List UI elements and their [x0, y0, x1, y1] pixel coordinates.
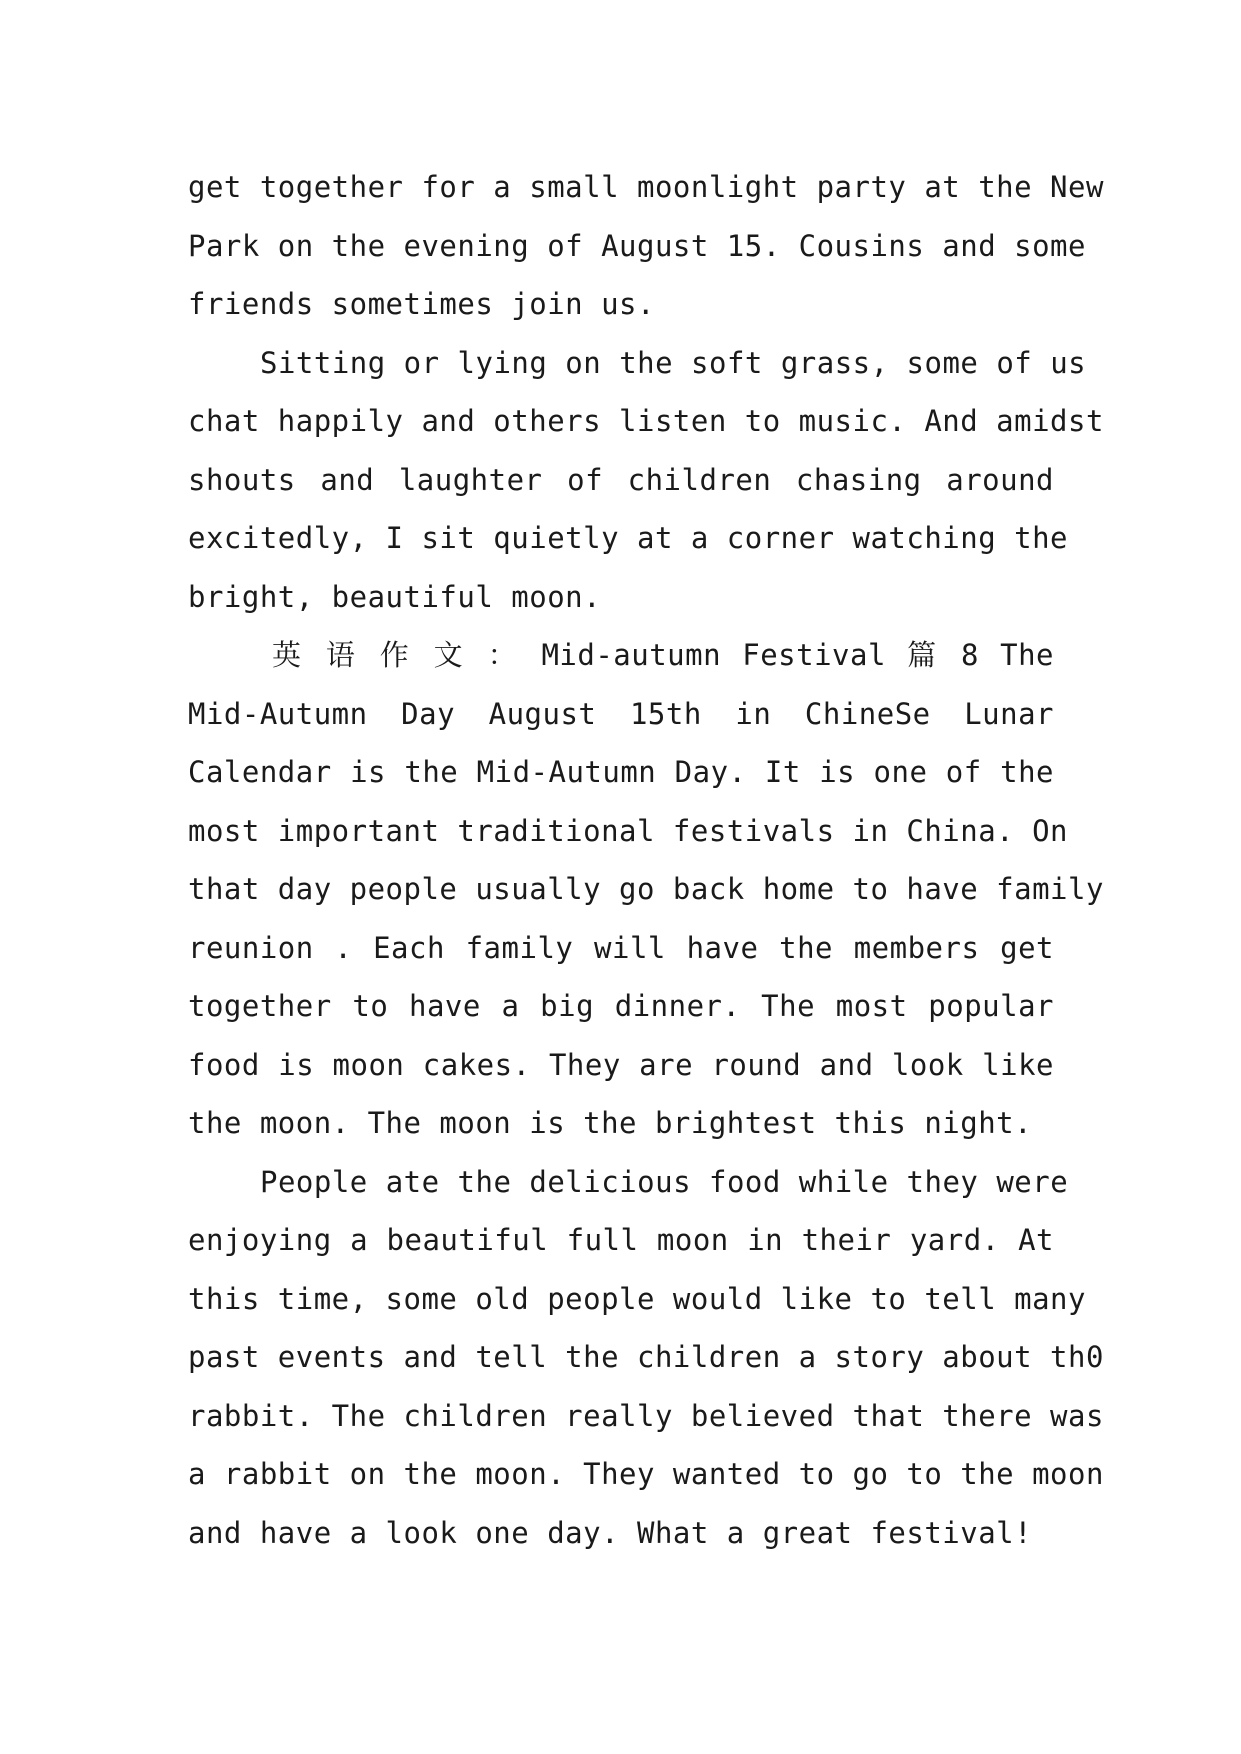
text-line: and have a look one day. What a great festival! [188, 1515, 1033, 1550]
text-line: friends sometimes join us. [188, 287, 655, 321]
text-line: a rabbit on the moon. They wanted to go to the moon [188, 1457, 1104, 1491]
text-line: chat happily and others listen to music. And amidst [188, 404, 1104, 438]
text-line: get together for a small moonlight party at the New [188, 170, 1104, 204]
text-line: together to have a big dinner. The most popular [188, 989, 1054, 1023]
text-line: Calendar is the Mid-Autumn Day. It is one of the [188, 755, 1054, 789]
text-line: rabbit. The children really believed that there was [188, 1398, 1104, 1433]
document-page [188, 158, 1104, 1562]
paragraph-people-ate [188, 1153, 1104, 1563]
essay-heading-line: 英 语 作 文 ： Mid-autumn Festival 篇 8 The [272, 638, 1054, 672]
text-line: this time, some old people would like to tell many [188, 1281, 1086, 1316]
text-line: Park on the evening of August 15. Cousins and some [188, 228, 1086, 263]
text-line: Sitting or lying on the soft grass, some of us [260, 345, 1087, 380]
text-line: shouts and laughter of children chasing around [188, 462, 1054, 497]
text-line: bright, beautiful moon. [188, 579, 602, 614]
text-line: reunion . Each family will have the members get [188, 930, 1054, 965]
text-line: enjoying a beautiful full moon in their yard. At [188, 1223, 1054, 1257]
paragraph-essay-8 [188, 626, 1104, 1153]
text-line: People ate the delicious food while they were [260, 1164, 1069, 1199]
text-line: past events and tell the children a story about th0 [188, 1340, 1104, 1374]
paragraph-sitting-on-grass [188, 334, 1104, 627]
text-line: most important traditional festivals in China. On [188, 813, 1069, 848]
text-line: food is moon cakes. They are round and look like [188, 1047, 1054, 1082]
text-line: excitedly, I sit quietly at a corner watching the [188, 521, 1069, 555]
text-line: that day people usually go back home to have family [188, 872, 1104, 906]
text-line: Mid-Autumn Day August 15th in ChineSe Lunar [188, 696, 1054, 731]
paragraph-moonlight-party [188, 158, 1104, 334]
text-line: the moon. The moon is the brightest this night. [188, 1106, 1033, 1140]
